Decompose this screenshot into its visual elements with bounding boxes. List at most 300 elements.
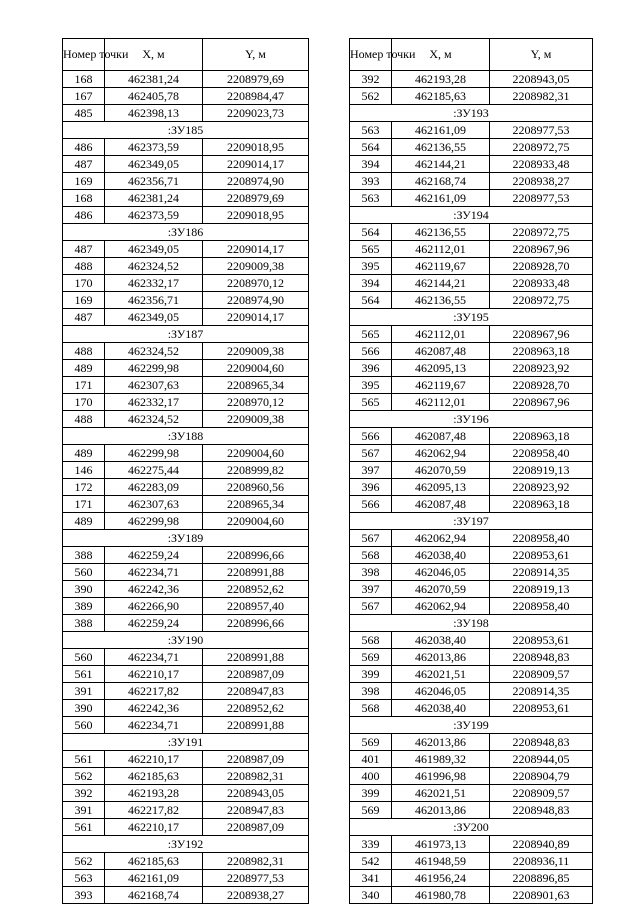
point-number-cell: 564 [350,292,392,309]
table-row [350,700,593,717]
y-coordinate-cell: 2209023,73 [203,105,309,122]
y-coordinate-cell: 2208970,12 [203,275,309,292]
table-row [63,717,309,734]
point-number-cell: 489 [63,360,105,377]
y-coordinate-cell: 2208984,47 [203,88,309,105]
section-row [350,309,593,326]
section-label: :ЗУ193 [350,105,593,122]
x-coordinate-cell: 462038,40 [392,700,490,717]
point-number-cell: 567 [350,530,392,547]
y-coordinate-cell: 2208960,56 [203,479,309,496]
y-coordinate-cell: 2208972,75 [490,224,593,241]
table-row [350,479,593,496]
y-coordinate-cell: 2208977,53 [203,870,309,887]
point-number-cell: 171 [63,496,105,513]
header-point-number: Номер точки [63,39,105,71]
point-number-cell: 562 [63,853,105,870]
point-number-cell: 565 [350,394,392,411]
y-coordinate-cell: 2209009,38 [203,258,309,275]
table-row [63,547,309,564]
table-row [63,564,309,581]
table-row [350,190,593,207]
table-row [63,207,309,224]
y-coordinate-cell: 2209018,95 [203,207,309,224]
y-coordinate-cell: 2208909,57 [490,666,593,683]
y-coordinate-cell: 2208953,61 [490,700,593,717]
table-row [350,377,593,394]
section-row [350,513,593,530]
x-coordinate-cell: 462324,52 [105,411,203,428]
x-coordinate-cell: 462046,05 [392,683,490,700]
y-coordinate-cell: 2209014,17 [203,156,309,173]
point-number-cell: 542 [350,853,392,870]
x-coordinate-cell: 462234,71 [105,717,203,734]
y-coordinate-cell: 2208979,69 [203,71,309,88]
table-row [63,309,309,326]
y-coordinate-cell: 2208957,40 [203,598,309,615]
y-coordinate-cell: 2208923,92 [490,360,593,377]
x-coordinate-cell: 462112,01 [392,241,490,258]
point-number-cell: 488 [63,343,105,360]
x-coordinate-cell: 462046,05 [392,564,490,581]
table-row [63,258,309,275]
point-number-cell: 566 [350,343,392,360]
section-row [63,428,309,445]
point-number-cell: 562 [350,88,392,105]
x-coordinate-cell: 462332,17 [105,275,203,292]
table-row [350,887,593,904]
y-coordinate-cell: 2208979,69 [203,190,309,207]
table-row [350,734,593,751]
y-coordinate-cell: 2209014,17 [203,241,309,258]
point-number-cell: 560 [63,564,105,581]
point-number-cell: 394 [350,156,392,173]
x-coordinate-cell: 462349,05 [105,309,203,326]
point-number-cell: 398 [350,564,392,581]
y-coordinate-cell: 2208982,31 [490,88,593,105]
y-coordinate-cell: 2208972,75 [490,292,593,309]
point-number-cell: 487 [63,241,105,258]
x-coordinate-cell: 462136,55 [392,224,490,241]
table-row [350,462,593,479]
section-label: :ЗУ198 [350,615,593,632]
y-coordinate-cell: 2209004,60 [203,360,309,377]
x-coordinate-cell: 462013,86 [392,649,490,666]
point-number-cell: 569 [350,802,392,819]
point-number-cell: 394 [350,275,392,292]
section-label: :ЗУ197 [350,513,593,530]
table-row [63,462,309,479]
table-row [350,530,593,547]
table-row [350,683,593,700]
table-row [350,598,593,615]
x-coordinate-cell: 462095,13 [392,360,490,377]
y-coordinate-cell: 2209014,17 [203,309,309,326]
table-row [350,649,593,666]
point-number-cell: 397 [350,581,392,598]
section-label: :ЗУ190 [63,632,309,649]
y-coordinate-cell: 2208987,09 [203,819,309,836]
x-coordinate-cell: 462136,55 [392,139,490,156]
y-coordinate-cell: 2208947,83 [203,683,309,700]
table-row [63,241,309,258]
point-number-cell: 488 [63,258,105,275]
table-row [350,564,593,581]
x-coordinate-cell: 462217,82 [105,802,203,819]
y-coordinate-cell: 2208914,35 [490,564,593,581]
point-number-cell: 488 [63,411,105,428]
x-coordinate-cell: 462161,09 [392,190,490,207]
section-row [350,105,593,122]
x-coordinate-cell: 461989,32 [392,751,490,768]
point-number-cell: 401 [350,751,392,768]
table-row [350,156,593,173]
x-coordinate-cell: 462381,24 [105,190,203,207]
table-row [350,853,593,870]
table-row [63,190,309,207]
section-row [350,717,593,734]
table-row [350,751,593,768]
table-body-right [350,71,593,904]
y-coordinate-cell: 2208953,61 [490,547,593,564]
table-row [63,88,309,105]
y-coordinate-cell: 2208938,27 [203,887,309,904]
point-number-cell: 168 [63,190,105,207]
y-coordinate-cell: 2208982,31 [203,853,309,870]
table-row [350,394,593,411]
y-coordinate-cell: 2208904,79 [490,768,593,785]
y-coordinate-cell: 2208996,66 [203,615,309,632]
table-row [350,343,593,360]
table-row [63,156,309,173]
section-label: :ЗУ195 [350,309,593,326]
x-coordinate-cell: 462013,86 [392,802,490,819]
section-label: :ЗУ191 [63,734,309,751]
x-coordinate-cell: 462356,71 [105,173,203,190]
x-coordinate-cell: 461956,24 [392,870,490,887]
x-coordinate-cell: 462373,59 [105,139,203,156]
table-row [63,853,309,870]
x-coordinate-cell: 462373,59 [105,207,203,224]
x-coordinate-cell: 462144,21 [392,275,490,292]
header-point-number: Номер точки [350,39,392,71]
table-row [350,258,593,275]
y-coordinate-cell: 2208970,12 [203,394,309,411]
point-number-cell: 564 [350,139,392,156]
x-coordinate-cell: 462307,63 [105,496,203,513]
table-row [63,394,309,411]
x-coordinate-cell: 462332,17 [105,394,203,411]
point-number-cell: 170 [63,275,105,292]
x-coordinate-cell: 462161,09 [392,122,490,139]
table-row [63,751,309,768]
point-number-cell: 397 [350,462,392,479]
table-row [63,819,309,836]
table-row [63,71,309,88]
table-row [350,71,593,88]
point-number-cell: 392 [350,71,392,88]
y-coordinate-cell: 2209009,38 [203,343,309,360]
table-row [350,836,593,853]
point-number-cell: 561 [63,819,105,836]
y-coordinate-cell: 2208928,70 [490,377,593,394]
x-coordinate-cell: 462210,17 [105,751,203,768]
point-number-cell: 567 [350,598,392,615]
y-coordinate-cell: 2208943,05 [490,71,593,88]
point-number-cell: 569 [350,734,392,751]
point-number-cell: 388 [63,615,105,632]
table-row [63,683,309,700]
table-row [63,445,309,462]
table-header-row [63,39,309,71]
header-x: X, м [105,39,203,71]
y-coordinate-cell: 2209009,38 [203,411,309,428]
y-coordinate-cell: 2208963,18 [490,496,593,513]
point-number-cell: 568 [350,700,392,717]
x-coordinate-cell: 462095,13 [392,479,490,496]
point-number-cell: 400 [350,768,392,785]
x-coordinate-cell: 462283,09 [105,479,203,496]
table-row [350,547,593,564]
y-coordinate-cell: 2208936,11 [490,853,593,870]
y-coordinate-cell: 2208943,05 [203,785,309,802]
section-row [350,411,593,428]
table-row [350,292,593,309]
table-row [63,666,309,683]
section-row [63,224,309,241]
table-row [350,870,593,887]
y-coordinate-cell: 2208952,62 [203,581,309,598]
point-number-cell: 487 [63,309,105,326]
y-coordinate-cell: 2209004,60 [203,445,309,462]
table-row [350,360,593,377]
y-coordinate-cell: 2208933,48 [490,156,593,173]
x-coordinate-cell: 462062,94 [392,445,490,462]
y-coordinate-cell: 2208944,05 [490,751,593,768]
table-row [350,275,593,292]
y-coordinate-cell: 2208919,13 [490,462,593,479]
table-row [350,88,593,105]
table-row [63,105,309,122]
table-row [63,700,309,717]
y-coordinate-cell: 2208914,35 [490,683,593,700]
y-coordinate-cell: 2208987,09 [203,751,309,768]
point-number-cell: 169 [63,292,105,309]
y-coordinate-cell: 2208909,57 [490,785,593,802]
section-label: :ЗУ200 [350,819,593,836]
x-coordinate-cell: 462210,17 [105,819,203,836]
point-number-cell: 567 [350,445,392,462]
y-coordinate-cell: 2208974,90 [203,173,309,190]
point-number-cell: 167 [63,88,105,105]
table-row [350,445,593,462]
section-row [63,530,309,547]
table-row [63,139,309,156]
y-coordinate-cell: 2208987,09 [203,666,309,683]
point-number-cell: 171 [63,377,105,394]
x-coordinate-cell: 462087,48 [392,428,490,445]
x-coordinate-cell: 462144,21 [392,156,490,173]
y-coordinate-cell: 2208963,18 [490,343,593,360]
y-coordinate-cell: 2208958,40 [490,530,593,547]
header-y: Y, м [490,39,593,71]
x-coordinate-cell: 462021,51 [392,666,490,683]
table-row [350,666,593,683]
section-row [63,836,309,853]
x-coordinate-cell: 462275,44 [105,462,203,479]
y-coordinate-cell: 2208940,89 [490,836,593,853]
x-coordinate-cell: 462087,48 [392,343,490,360]
table-row [350,802,593,819]
x-coordinate-cell: 462168,74 [105,887,203,904]
x-coordinate-cell: 462112,01 [392,326,490,343]
x-coordinate-cell: 462119,67 [392,377,490,394]
point-number-cell: 389 [63,598,105,615]
y-coordinate-cell: 2208982,31 [203,768,309,785]
y-coordinate-cell: 2208974,90 [203,292,309,309]
y-coordinate-cell: 2208963,18 [490,428,593,445]
section-row [63,734,309,751]
y-coordinate-cell: 2208996,66 [203,547,309,564]
coordinates-table-right [349,38,593,904]
point-number-cell: 392 [63,785,105,802]
x-coordinate-cell: 462259,24 [105,615,203,632]
x-coordinate-cell: 461996,98 [392,768,490,785]
point-number-cell: 560 [63,649,105,666]
table-row [350,326,593,343]
section-label: :ЗУ185 [63,122,309,139]
x-coordinate-cell: 462119,67 [392,258,490,275]
y-coordinate-cell: 2208991,88 [203,649,309,666]
header-y: Y, м [203,39,309,71]
table-row [63,649,309,666]
y-coordinate-cell: 2208991,88 [203,564,309,581]
table-row [63,479,309,496]
x-coordinate-cell: 462070,59 [392,581,490,598]
table-header-row [350,39,593,71]
point-number-cell: 393 [63,887,105,904]
y-coordinate-cell: 2208919,13 [490,581,593,598]
x-coordinate-cell: 462324,52 [105,258,203,275]
table-row [63,581,309,598]
table-row [350,122,593,139]
y-coordinate-cell: 2208938,27 [490,173,593,190]
point-number-cell: 339 [350,836,392,853]
x-coordinate-cell: 462217,82 [105,683,203,700]
section-label: :ЗУ192 [63,836,309,853]
section-row [350,207,593,224]
point-number-cell: 393 [350,173,392,190]
point-number-cell: 563 [350,122,392,139]
table-row [350,581,593,598]
x-coordinate-cell: 462070,59 [392,462,490,479]
y-coordinate-cell: 2208967,96 [490,241,593,258]
section-row [63,632,309,649]
point-number-cell: 168 [63,71,105,88]
header-x: X, м [392,39,490,71]
x-coordinate-cell: 462242,36 [105,700,203,717]
point-number-cell: 395 [350,258,392,275]
point-number-cell: 388 [63,547,105,564]
section-label: :ЗУ196 [350,411,593,428]
x-coordinate-cell: 461980,78 [392,887,490,904]
table-row [350,768,593,785]
section-row [350,819,593,836]
x-coordinate-cell: 462381,24 [105,71,203,88]
table-row [63,768,309,785]
y-coordinate-cell: 2208958,40 [490,598,593,615]
x-coordinate-cell: 462210,17 [105,666,203,683]
point-number-cell: 486 [63,139,105,156]
y-coordinate-cell: 2208896,85 [490,870,593,887]
y-coordinate-cell: 2208965,34 [203,496,309,513]
section-row [63,326,309,343]
y-coordinate-cell: 2208933,48 [490,275,593,292]
x-coordinate-cell: 462087,48 [392,496,490,513]
table-row [63,360,309,377]
table-row [350,428,593,445]
point-number-cell: 565 [350,326,392,343]
y-coordinate-cell: 2208977,53 [490,190,593,207]
x-coordinate-cell: 462324,52 [105,343,203,360]
point-number-cell: 489 [63,513,105,530]
point-number-cell: 485 [63,105,105,122]
y-coordinate-cell: 2208948,83 [490,802,593,819]
x-coordinate-cell: 462038,40 [392,547,490,564]
y-coordinate-cell: 2208923,92 [490,479,593,496]
x-coordinate-cell: 462349,05 [105,241,203,258]
point-number-cell: 396 [350,360,392,377]
point-number-cell: 170 [63,394,105,411]
point-number-cell: 560 [63,717,105,734]
y-coordinate-cell: 2208991,88 [203,717,309,734]
y-coordinate-cell: 2208953,61 [490,632,593,649]
table-row [63,411,309,428]
x-coordinate-cell: 462185,63 [105,768,203,785]
point-number-cell: 340 [350,887,392,904]
table-row [350,632,593,649]
x-coordinate-cell: 462349,05 [105,156,203,173]
point-number-cell: 564 [350,224,392,241]
table-row [63,887,309,904]
table-row [350,785,593,802]
y-coordinate-cell: 2208948,83 [490,734,593,751]
x-coordinate-cell: 462136,55 [392,292,490,309]
table-body-left [63,71,309,904]
point-number-cell: 563 [63,870,105,887]
table-row [63,513,309,530]
point-number-cell: 172 [63,479,105,496]
section-row [350,615,593,632]
section-label: :ЗУ188 [63,428,309,445]
x-coordinate-cell: 462299,98 [105,513,203,530]
point-number-cell: 568 [350,547,392,564]
x-coordinate-cell: 462013,86 [392,734,490,751]
table-row [63,615,309,632]
y-coordinate-cell: 2208952,62 [203,700,309,717]
x-coordinate-cell: 462021,51 [392,785,490,802]
table-row [63,870,309,887]
y-coordinate-cell: 2208977,53 [490,122,593,139]
section-label: :ЗУ199 [350,717,593,734]
table-row [350,241,593,258]
point-number-cell: 390 [63,581,105,598]
y-coordinate-cell: 2208901,63 [490,887,593,904]
y-coordinate-cell: 2208967,96 [490,326,593,343]
x-coordinate-cell: 462405,78 [105,88,203,105]
y-coordinate-cell: 2208947,83 [203,802,309,819]
x-coordinate-cell: 462112,01 [392,394,490,411]
